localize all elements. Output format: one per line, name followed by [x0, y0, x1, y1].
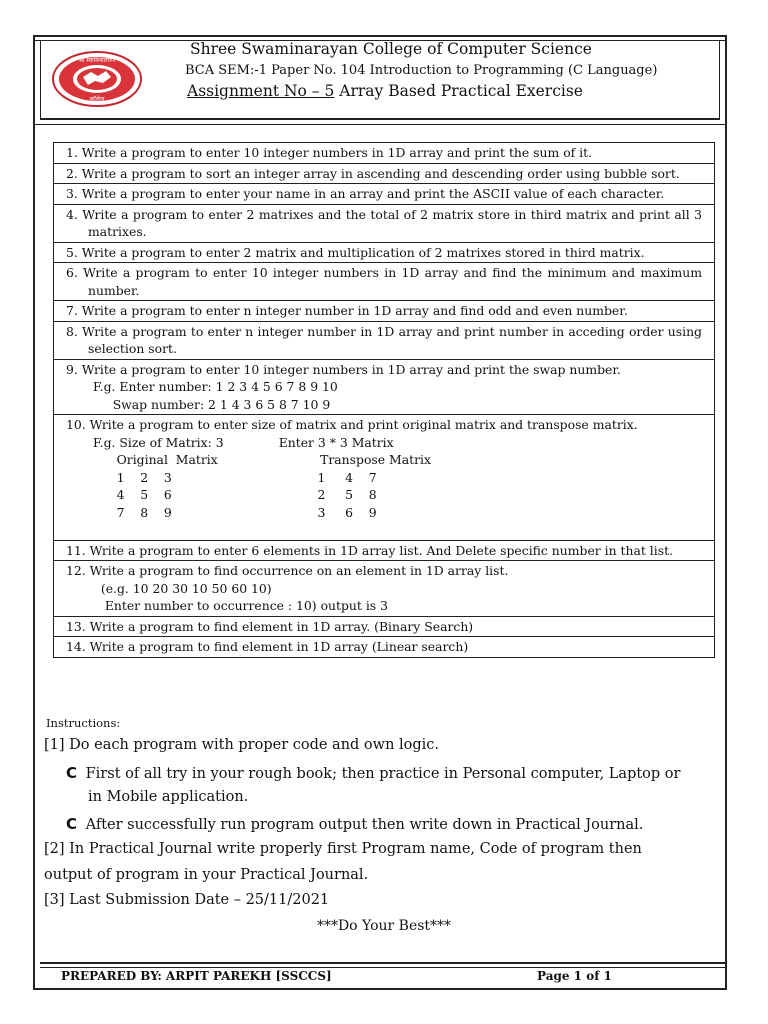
task-cell — [54, 263, 715, 301]
college-name: Shree Swaminarayan College of Computer Science — [190, 40, 592, 58]
instruction-bullet-2 — [66, 815, 643, 833]
task-row — [54, 301, 715, 322]
assignment-title — [187, 82, 583, 100]
instruction-2-cont: output of program in your Practical Journal. — [44, 867, 369, 883]
task-row — [54, 637, 715, 658]
logo-top-text: श्री स्वामिनारायण — [78, 57, 116, 64]
bullet-icon: C — [66, 764, 78, 782]
task-example-line: (e.g. 10 20 30 10 50 60 10) — [93, 580, 272, 596]
task-row — [54, 163, 715, 184]
instruction-3: [3] Last Submission Date – 25/11/2021 — [44, 892, 330, 908]
assignment-subject: Array Based Practical Exercise — [339, 82, 583, 100]
task-row — [54, 263, 715, 301]
bullet-icon: C — [66, 815, 78, 833]
instruction-bullet-1 — [66, 764, 680, 782]
task-cell — [54, 184, 715, 205]
task-cell — [54, 637, 715, 658]
instruction-1: [1] Do each program with proper code and own logic. — [44, 737, 440, 753]
task-example-line: F.g. Enter number: 1 2 3 4 5 6 7 8 9 10 — [93, 379, 338, 394]
task-row — [54, 359, 715, 415]
bullet-2-text: After successfully run program output then write down in Practical Journal. — [85, 817, 644, 833]
instruction-2: [2] In Practical Journal write properly first Program name, Code of program then — [44, 841, 642, 857]
task-text: 10. Write a program to enter size of matrix and print original matrix and transpose matrix. — [66, 417, 638, 432]
task-cell — [54, 321, 715, 359]
page-number: Page 1 of 1 — [537, 969, 612, 983]
task-row — [54, 561, 715, 617]
task-cell — [54, 163, 715, 184]
task-example-line: 1 2 3 1 4 7 — [93, 469, 377, 485]
frame-line — [725, 35, 727, 989]
task-text: 5. Write a program to enter 2 matrix and multiplication of 2 matrixes stored in third matrix. — [66, 244, 645, 260]
task-text: 12. Write a program to find occurrence on an element in 1D array list. — [66, 563, 509, 578]
task-row — [54, 415, 715, 541]
task-cell — [54, 242, 715, 263]
task-cell — [54, 561, 715, 617]
task-example-line — [66, 521, 702, 539]
task-text: 8. Write a program to enter n integer number in 1D array and print number in acceding order using selection sort. — [66, 323, 702, 356]
task-text: 3. Write a program to enter your name in an array and print the ASCII value of each character. — [66, 186, 665, 201]
task-row — [54, 616, 715, 637]
header-divider — [33, 124, 727, 125]
task-cell — [54, 204, 715, 242]
task-text: 1. Write a program to enter 10 integer numbers in 1D array and print the sum of it. — [66, 145, 593, 160]
task-table — [53, 142, 715, 658]
task-example-line: Swap number: 2 1 4 3 6 5 8 7 10 9 — [93, 396, 331, 412]
task-example-line: 4 5 6 2 5 8 — [93, 487, 377, 502]
college-logo — [51, 50, 143, 108]
task-cell — [54, 415, 715, 541]
task-example-line: Enter number to occurrence : 10) output is 3 — [93, 598, 388, 613]
task-example-line: F.g. Size of Matrix: 3 Enter 3 * 3 Matrix — [93, 434, 394, 450]
footer-divider — [40, 962, 727, 964]
frame-line — [33, 35, 727, 37]
task-cell — [54, 616, 715, 637]
task-row — [54, 204, 715, 242]
bullet-1-text: First of all try in your rough book; then practice in Personal computer, Laptop or — [85, 766, 681, 782]
task-text: 7. Write a program to enter n integer number in 1D array and find odd and even number. — [66, 303, 628, 318]
task-text: 13. Write a program to find element in 1D array. (Binary Search) — [66, 618, 474, 634]
task-cell — [54, 143, 715, 164]
task-text: 2. Write a program to sort an integer array in ascending and descending order using bubble sort. — [66, 165, 680, 181]
frame-line — [40, 40, 41, 120]
task-cell — [54, 359, 715, 415]
prepared-by: PREPARED BY: ARPIT PAREKH [SSCCS] — [61, 969, 332, 983]
task-row — [54, 143, 715, 164]
frame-line — [33, 988, 727, 990]
task-row — [54, 321, 715, 359]
header-divider — [40, 118, 720, 120]
task-text: 11. Write a program to enter 6 elements in 1D array list. And Delete specific number in that list. — [66, 542, 673, 558]
task-example-line: 7 8 9 3 6 9 — [93, 504, 377, 520]
task-example-line: Original Matrix Transpose Matrix — [93, 452, 431, 467]
task-cell — [54, 540, 715, 561]
assignment-number: Assignment No – 5 — [187, 82, 335, 100]
instructions-heading: Instructions: — [46, 716, 121, 730]
task-text: 9. Write a program to enter 10 integer numbers in 1D array and print the swap number. — [66, 361, 621, 377]
instruction-bullet-1-cont: in Mobile application. — [88, 789, 249, 805]
logo-bottom-text: कॉलेज — [89, 96, 105, 103]
task-row — [54, 184, 715, 205]
frame-line — [33, 35, 35, 989]
paper-title: BCA SEM:-1 Paper No. 104 Introduction to Programming (C Language) — [185, 63, 658, 78]
task-row — [54, 540, 715, 561]
frame-line — [719, 40, 720, 120]
task-text: 6. Write a program to enter 10 integer numbers in 1D array and find the minimum and maximum number. — [66, 265, 702, 298]
task-row — [54, 242, 715, 263]
closing-remark: ***Do Your Best*** — [316, 918, 452, 934]
task-text: 14. Write a program to find element in 1D array (Linear search) — [66, 639, 469, 654]
task-text: 4. Write a program to enter 2 matrixes and the total of 2 matrix store in third matrix and print all 3 matrixes. — [66, 206, 702, 239]
footer-divider — [40, 967, 727, 968]
task-cell — [54, 301, 715, 322]
